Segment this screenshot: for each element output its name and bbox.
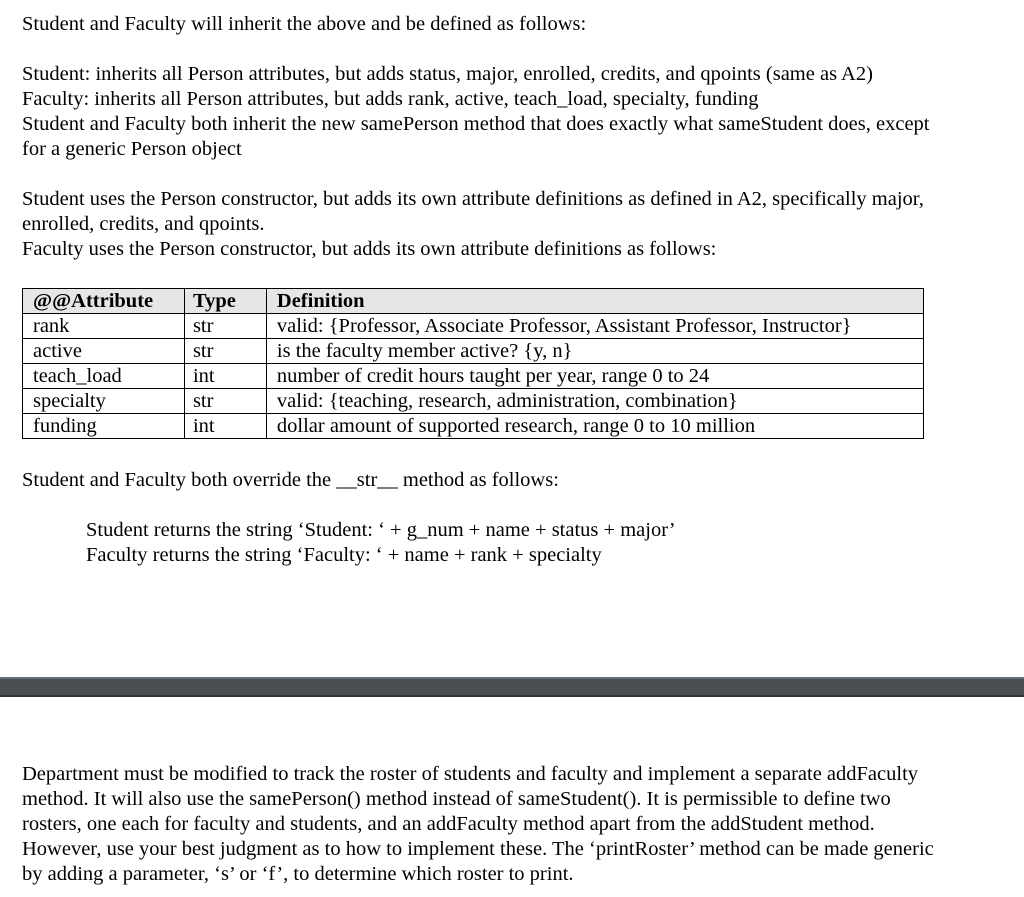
header-type: Type [184, 289, 266, 314]
student-str-line: Student returns the string ‘Student: ‘ + g_num + name + status + major’ [86, 519, 676, 541]
faculty-inherit-line: Faculty: inherits all Person attributes, but adds rank, active, teach_load, specialty, funding [22, 88, 759, 110]
constructor-paragraph [22, 187, 1012, 262]
inheritance-paragraph [22, 62, 1012, 162]
faculty-attribute-table [22, 288, 924, 439]
cell-definition: number of credit hours taught per year, range 0 to 24 [266, 364, 923, 389]
cell-type: str [184, 314, 266, 339]
student-constructor-line: Student uses the Person constructor, but adds its own attribute definitions as defined in A2, specifically major, [22, 188, 924, 210]
header-attribute: @@Attribute [23, 289, 185, 314]
faculty-constructor-line: Faculty uses the Person constructor, but adds its own attribute definitions as follows: [22, 238, 717, 260]
faculty-str-line: Faculty returns the string ‘Faculty: ‘ + name + rank + specialty [86, 544, 602, 566]
cell-attribute: specialty [23, 389, 185, 414]
intro-line: Student and Faculty will inherit the above and be defined as follows: [22, 13, 587, 35]
cell-definition: valid: {Professor, Associate Professor, Assistant Professor, Instructor} [266, 314, 923, 339]
sameperson-line-cont: for a generic Person object [22, 138, 242, 160]
student-inherit-line: Student: inherits all Person attributes, but adds status, major, enrolled, credits, and qpoints (same as A2) [22, 63, 873, 85]
department-line: rosters, one each for faculty and students, and an addFaculty method apart from the addStudent method. [22, 813, 875, 835]
table-header-row [23, 289, 924, 314]
table-row [23, 364, 924, 389]
cell-type: str [184, 389, 266, 414]
override-paragraph [22, 468, 1012, 493]
student-constructor-line-cont: enrolled, credits, and qpoints. [22, 213, 265, 235]
cell-attribute: active [23, 339, 185, 364]
cell-type: int [184, 364, 266, 389]
sameperson-line: Student and Faculty both inherit the new samePerson method that does exactly what sameStudent does, except [22, 113, 930, 135]
page-separator [0, 677, 1024, 697]
cell-attribute: funding [23, 414, 185, 439]
cell-type: str [184, 339, 266, 364]
department-paragraph [22, 762, 1012, 887]
override-line: Student and Faculty both override the __str__ method as follows: [22, 469, 559, 491]
cell-attribute: teach_load [23, 364, 185, 389]
table-row [23, 339, 924, 364]
department-line: method. It will also use the samePerson() method instead of sameStudent(). It is permissible to define two [22, 788, 891, 810]
intro-paragraph [22, 12, 1012, 37]
department-line: by adding a parameter, ‘s’ or ‘f’, to determine which roster to print. [22, 863, 574, 885]
cell-attribute: rank [23, 314, 185, 339]
department-line: Department must be modified to track the roster of students and faculty and implement a separate addFaculty [22, 763, 919, 785]
header-definition: Definition [266, 289, 923, 314]
cell-definition: valid: {teaching, research, administration, combination} [266, 389, 923, 414]
table-row [23, 314, 924, 339]
table-row [23, 389, 924, 414]
table-row [23, 414, 924, 439]
document-page-bottom [0, 697, 1024, 897]
cell-definition: dollar amount of supported research, range 0 to 10 million [266, 414, 923, 439]
department-line: However, use your best judgment as to how to implement these. The ‘printRoster’ method can be made generic [22, 838, 934, 860]
cell-definition: is the faculty member active? {y, n} [266, 339, 923, 364]
cell-type: int [184, 414, 266, 439]
